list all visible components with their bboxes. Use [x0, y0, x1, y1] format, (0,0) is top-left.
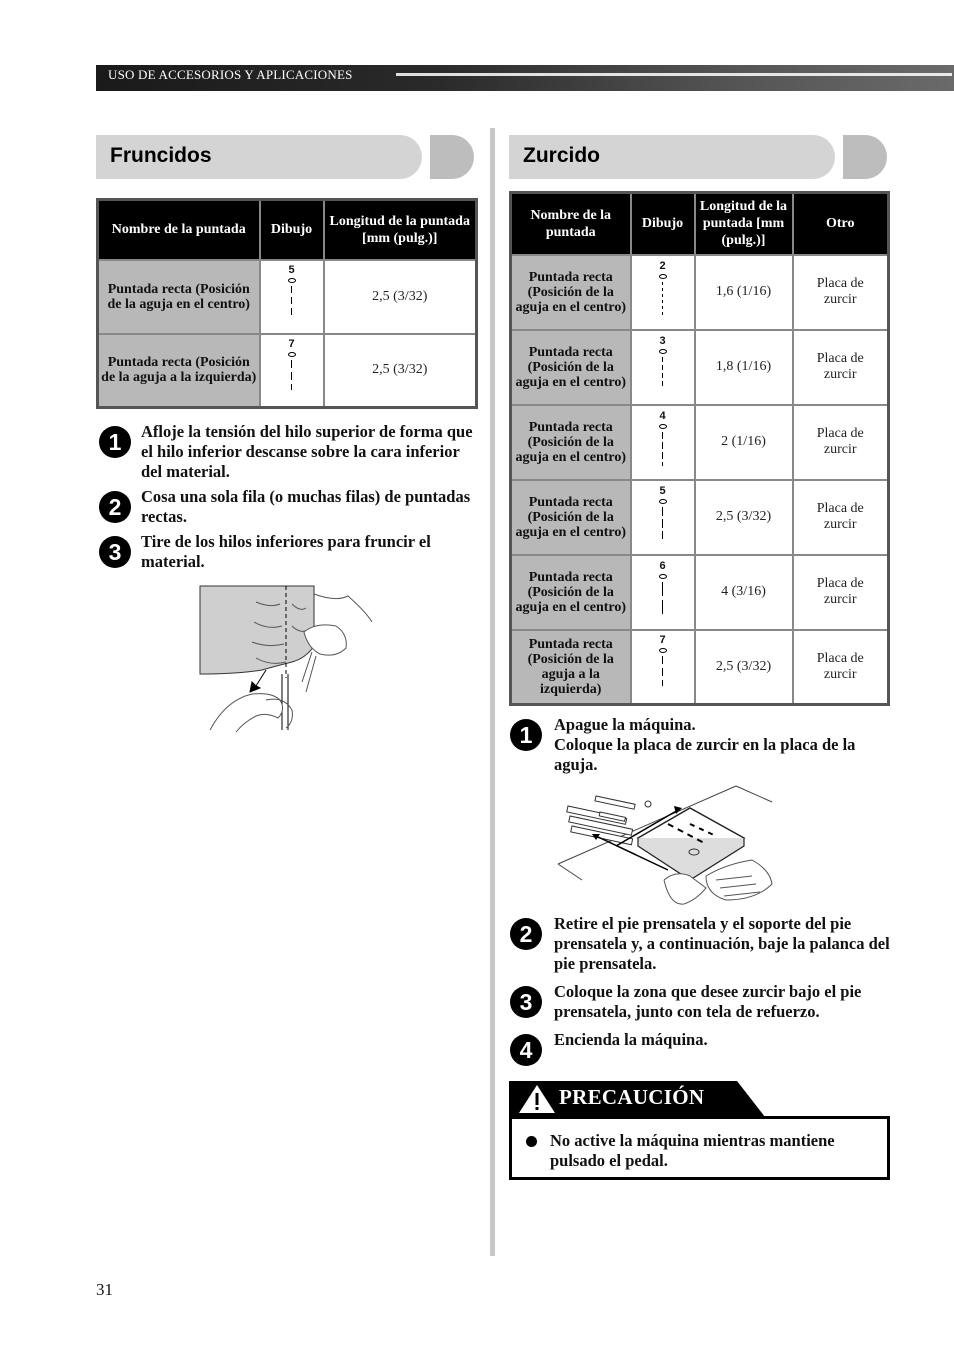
- stitch-number: 7: [288, 337, 295, 350]
- column-header: Nombre de la puntada: [511, 193, 631, 255]
- header-rule: [396, 73, 952, 76]
- zurcido-stitch-table: [509, 191, 890, 706]
- bullet-icon: [526, 1136, 537, 1147]
- column-header: Nombre de la puntada: [98, 200, 260, 260]
- stitch-other: Placa de zurcir: [793, 330, 889, 405]
- step-instruction: Afloje la tensión del hilo superior de forma que el hilo inferior descanse sobre la cara inferior del material.: [141, 422, 473, 481]
- stitch-drawing: [631, 630, 695, 705]
- step-instruction: Retire el pie prensatela y el soporte del pie prensatela y, a continuación, baje la palanca del pie prensatela.: [554, 914, 890, 973]
- step-number-badge: 2: [510, 918, 542, 950]
- stitch-drawing: [260, 334, 324, 408]
- caution-title: PRECAUCIÓN: [559, 1085, 705, 1109]
- stitch-name: Puntada recta (Posición de la aguja a la izquierda): [511, 630, 631, 705]
- column-header: Longitud de la puntada [mm (pulg.)]: [324, 200, 477, 260]
- stitch-drawing: [631, 480, 695, 555]
- table-row: [511, 330, 889, 405]
- step-instruction: Cosa una sola fila (o muchas filas) de puntadas rectas.: [141, 487, 471, 526]
- straight-stitch-icon: [653, 634, 673, 694]
- stitch-other: Placa de zurcir: [793, 255, 889, 330]
- stitch-length: 2,5 (3/32): [695, 480, 793, 555]
- page-number: 31: [96, 1280, 113, 1299]
- column-divider: [490, 128, 495, 1256]
- stitch-number: 4: [659, 409, 666, 422]
- straight-stitch-icon: [282, 264, 302, 324]
- darning-plate-illustration: [556, 784, 774, 912]
- table-row: [511, 555, 889, 630]
- stitch-number: 7: [659, 634, 666, 647]
- table-row: [511, 405, 889, 480]
- stitch-length: 2,5 (3/32): [324, 334, 477, 408]
- step-line: Coloque la placa de zurcir en la placa de la aguja.: [554, 735, 856, 774]
- header-section-label: USO DE ACCESORIOS Y APLICACIONES: [108, 67, 353, 82]
- stitch-number: 3: [659, 334, 666, 347]
- stitch-drawing: [631, 405, 695, 480]
- fruncidos-stitch-table: [96, 198, 478, 409]
- stitch-name: Puntada recta (Posición de la aguja en el centro): [98, 260, 260, 334]
- stitch-drawing: [631, 255, 695, 330]
- stitch-length: 4 (3/16): [695, 555, 793, 630]
- stitch-other: Placa de zurcir: [793, 405, 889, 480]
- column-header: Otro: [793, 193, 889, 255]
- stitch-name: Puntada recta (Posición de la aguja en el centro): [511, 405, 631, 480]
- stitch-number: 2: [659, 259, 666, 272]
- straight-stitch-icon: [653, 560, 673, 620]
- column-header: Longitud de la puntada [mm (pulg.)]: [695, 193, 793, 255]
- straight-stitch-icon: [282, 338, 302, 398]
- step-instruction: [554, 715, 890, 775]
- stitch-other: Placa de zurcir: [793, 630, 889, 705]
- step-number-badge: 1: [510, 719, 542, 751]
- stitch-name: Puntada recta (Posición de la aguja en el centro): [511, 330, 631, 405]
- stitch-other: Placa de zurcir: [793, 480, 889, 555]
- gathering-illustration: [196, 582, 378, 734]
- straight-stitch-icon: [653, 335, 673, 395]
- section-title: Zurcido: [523, 144, 600, 167]
- stitch-number: 6: [659, 559, 666, 572]
- stitch-name: Puntada recta (Posición de la aguja a la izquierda): [98, 334, 260, 408]
- step-number-badge: 4: [510, 1034, 542, 1066]
- section-title-bar-zurcido: [509, 135, 887, 179]
- stitch-length: 1,6 (1/16): [695, 255, 793, 330]
- stitch-drawing: [631, 555, 695, 630]
- table-row: [98, 334, 477, 408]
- step-number-badge: 3: [510, 986, 542, 1018]
- section-title-bar-fruncidos: [96, 135, 474, 179]
- stitch-number: 5: [659, 484, 666, 497]
- table-row: [98, 260, 477, 334]
- step-instruction: Encienda la máquina.: [554, 1030, 708, 1049]
- stitch-length: 2 (1/16): [695, 405, 793, 480]
- step-instruction: Tire de los hilos inferiores para fruncir el material.: [141, 532, 431, 571]
- straight-stitch-icon: [653, 410, 673, 470]
- stitch-other: Placa de zurcir: [793, 555, 889, 630]
- table-row: [511, 630, 889, 705]
- stitch-number: 5: [288, 264, 295, 276]
- column-header: Dibujo: [260, 200, 324, 260]
- straight-stitch-icon: [653, 485, 673, 545]
- section-title: Fruncidos: [110, 144, 212, 167]
- stitch-name: Puntada recta (Posición de la aguja en el centro): [511, 555, 631, 630]
- stitch-name: Puntada recta (Posición de la aguja en el centro): [511, 255, 631, 330]
- caution-box: [509, 1116, 890, 1180]
- stitch-drawing: [631, 330, 695, 405]
- caution-text: No active la máquina mientras mantiene pulsado el pedal.: [550, 1131, 835, 1170]
- stitch-length: 1,8 (1/16): [695, 330, 793, 405]
- page-header: [96, 65, 954, 91]
- stitch-length: 2,5 (3/32): [324, 260, 477, 334]
- stitch-name: Puntada recta (Posición de la aguja en el centro): [511, 480, 631, 555]
- step-instruction: Coloque la zona que desee zurcir bajo el pie prensatela, junto con tela de refuerzo.: [554, 982, 862, 1021]
- step-number-badge: 1: [99, 426, 131, 458]
- step-number-badge: 2: [99, 491, 131, 523]
- table-row: [511, 480, 889, 555]
- stitch-length: 2,5 (3/32): [695, 630, 793, 705]
- step-line: Apague la máquina.: [554, 715, 696, 734]
- column-header: Dibujo: [631, 193, 695, 255]
- stitch-drawing: [260, 260, 324, 334]
- table-row: [511, 255, 889, 330]
- straight-stitch-icon: [653, 260, 673, 320]
- step-number-badge: 3: [99, 536, 131, 568]
